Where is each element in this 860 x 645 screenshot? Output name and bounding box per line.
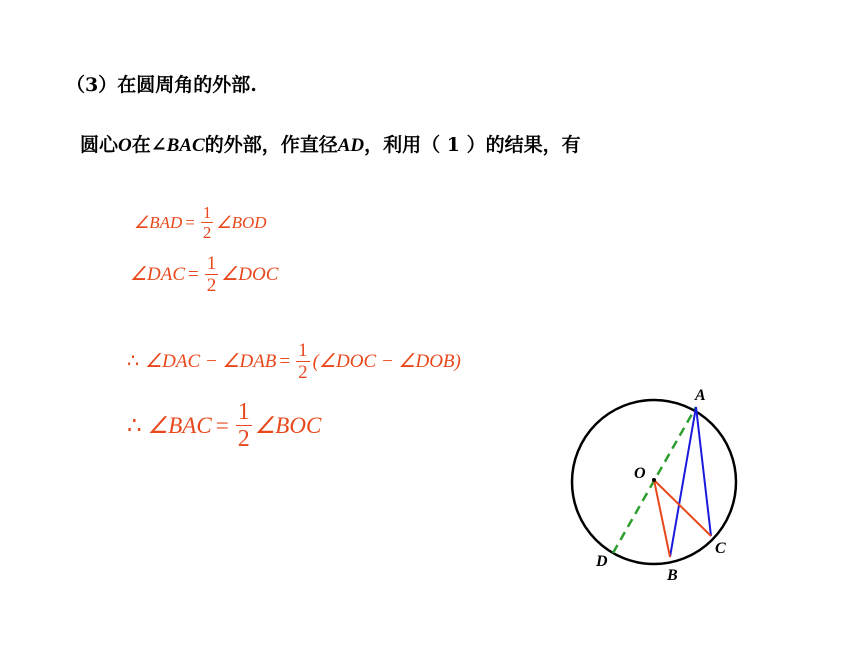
formula-rhs: ∠BOC: [254, 412, 322, 438]
formula-lhs: ∠BAD: [134, 212, 183, 232]
radius-ob: [654, 480, 670, 557]
fraction-numerator: 1: [298, 340, 308, 361]
intro-diameter-ad: AD: [337, 135, 365, 156]
label-b: B: [667, 567, 678, 584]
fraction-numerator: 1: [206, 253, 217, 274]
formula-rhs: ∠DOC: [221, 264, 279, 285]
intro-text-2: 在∠: [131, 134, 167, 156]
fraction-numerator: 1: [202, 203, 212, 222]
equals-sign: =: [188, 263, 199, 285]
intro-text-3: 的外部，作直径: [204, 134, 338, 156]
formula-lhs: ∠DAC: [130, 264, 186, 285]
equals-sign: =: [279, 350, 291, 372]
section-heading: （3）在圆周角的外部.: [66, 74, 257, 96]
fraction-denominator: 2: [237, 426, 250, 452]
formula-lhs: ∠DAC − ∠DAB: [145, 351, 277, 372]
center-point: [652, 478, 656, 482]
fraction-denominator: 2: [202, 223, 212, 242]
label-c: C: [715, 540, 726, 557]
label-a: A: [695, 387, 706, 404]
therefore-symbol: ∴: [127, 412, 142, 438]
chord-ac: [696, 407, 711, 536]
formula-rhs: ∠BOD: [216, 212, 267, 232]
intro-text-4: ，利用（ 1 ）的结果，有: [364, 134, 581, 156]
label-d: D: [596, 553, 608, 570]
intro-angle-bac: BAC: [166, 135, 205, 156]
formula-lhs: ∠BAC: [147, 412, 212, 438]
fraction-denominator: 2: [206, 275, 217, 296]
equals-sign: =: [215, 412, 229, 438]
intro-point-o: O: [118, 135, 132, 156]
therefore-symbol: ∴: [127, 351, 140, 372]
formula-rhs: (∠DOC − ∠DOB): [312, 351, 461, 372]
equals-sign: =: [185, 212, 195, 232]
fraction-numerator: 1: [237, 399, 250, 425]
label-o: O: [634, 465, 646, 482]
intro-text-1: 圆心: [80, 134, 119, 156]
fraction-denominator: 2: [298, 362, 308, 383]
